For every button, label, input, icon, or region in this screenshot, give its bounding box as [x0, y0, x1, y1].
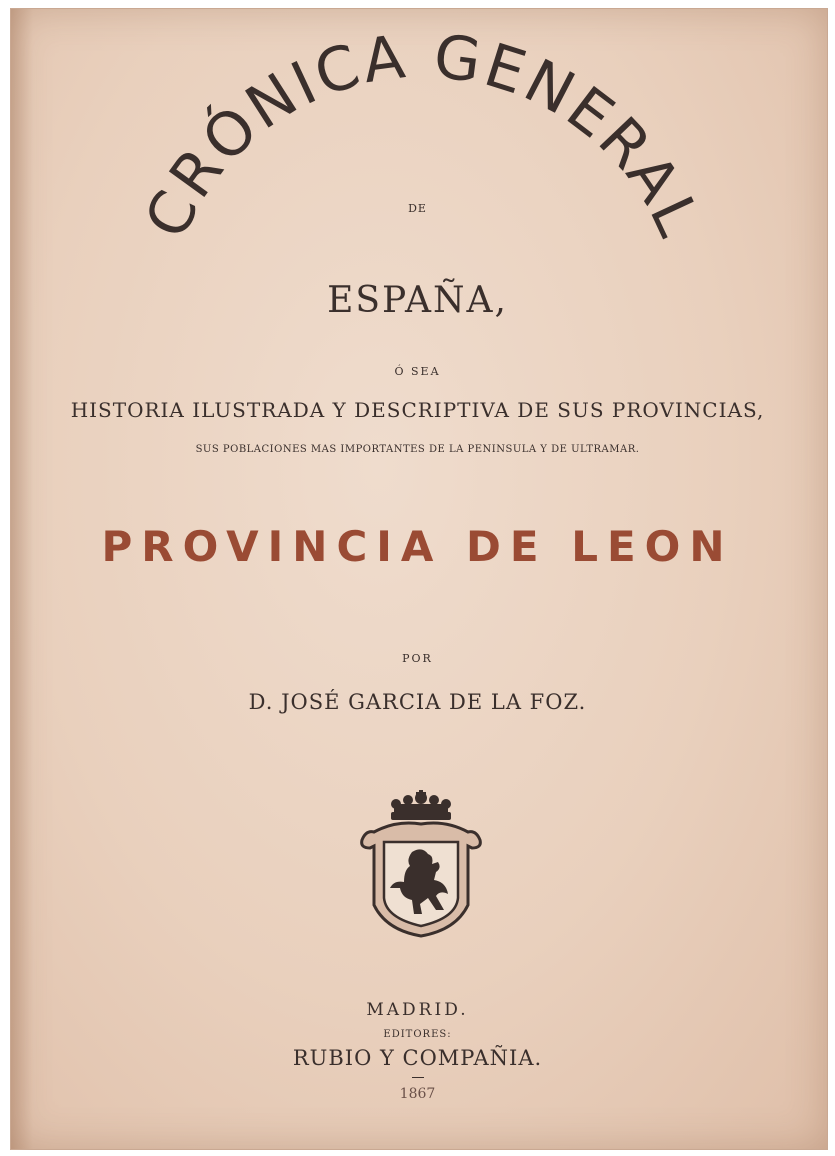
subtitle-poblaciones: SUS POBLACIONES MAS IMPORTANTES DE LA PENINSULA Y DE ULTRAMAR.: [195, 444, 640, 455]
imprint-publisher: RUBIO Y COMPAÑIA.: [292, 1046, 543, 1070]
imprint-divider: [412, 1077, 424, 1078]
crown-icon: [391, 790, 451, 820]
volume-title-provincia: PROVINCIA DE LEON: [101, 522, 734, 571]
lion-coat-of-arms-icon: [356, 790, 486, 940]
title-arc: [0, 0, 835, 400]
imprint-city: MADRID.: [366, 1000, 469, 1020]
subtitle-o-sea: Ó SEA: [394, 365, 441, 378]
imprint-year: 1867: [399, 1086, 436, 1102]
subtitle-historia: HISTORIA ILUSTRADA Y DESCRIPTIVA DE SUS PROVINCIAS,: [70, 398, 765, 422]
title-espana: ESPAÑA,: [327, 280, 508, 321]
imprint-editores: EDITORES:: [383, 1029, 452, 1040]
author-name: D. JOSÉ GARCIA DE LA FOZ.: [248, 690, 587, 714]
byline-por: POR: [402, 652, 433, 665]
main-title-text: CRÓNICA GENERAL: [131, 21, 715, 249]
title-connector-de: DE: [408, 202, 427, 215]
